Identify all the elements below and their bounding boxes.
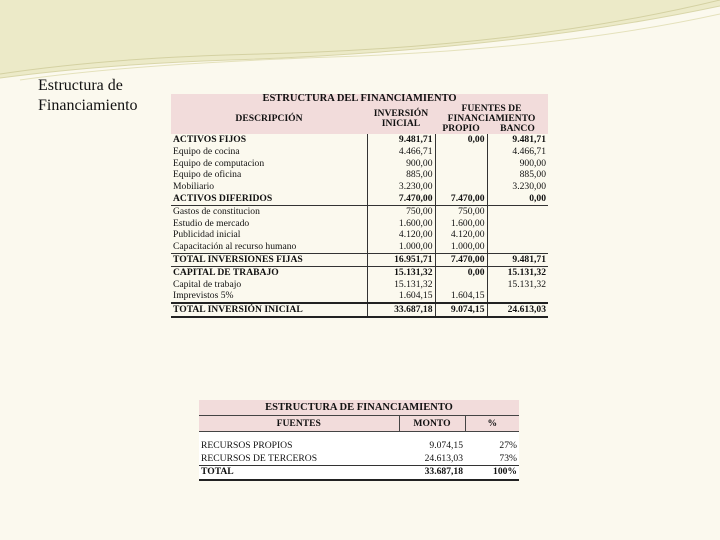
propio-cell: 7.470,00	[435, 193, 487, 205]
inversion-cell: 1.604,15	[367, 290, 435, 303]
column-header-banco: BANCO	[487, 124, 548, 134]
inversion-cell: 33.687,18	[367, 303, 435, 317]
table-row	[171, 229, 548, 241]
column-header-fuentes: FUENTES DE FINANCIAMIENTO	[435, 104, 548, 124]
banco-cell: 9.481,71	[487, 253, 548, 266]
banco-cell: 4.466,71	[487, 146, 548, 158]
table-row	[171, 181, 548, 193]
banco-cell	[487, 290, 548, 303]
row-label: Capital de trabajo	[173, 278, 242, 290]
inversion-cell: 15.131,32	[367, 266, 435, 278]
propio-cell: 0,00	[435, 134, 487, 146]
investment-structure-table	[171, 94, 548, 318]
row-label: Imprevistos 5%	[173, 290, 234, 302]
row-label: Mobiliario	[173, 181, 215, 193]
banco-cell	[487, 218, 548, 230]
table-row	[171, 134, 548, 146]
table-title: ESTRUCTURA DE FINANCIAMIENTO	[199, 400, 519, 416]
inversion-cell: 4.466,71	[367, 146, 435, 158]
propio-cell: 1.604,15	[435, 290, 487, 303]
table-row	[171, 241, 548, 253]
propio-cell: 750,00	[435, 205, 487, 217]
column-header-fuentes: FUENTES	[199, 416, 399, 432]
propio-cell: 1.600,00	[435, 218, 487, 230]
table-row	[171, 303, 548, 317]
pct-cell: 73%	[465, 453, 519, 466]
banco-cell: 24.613,03	[487, 303, 548, 317]
row-label: Equipo de computacion	[173, 157, 265, 169]
row-label: Gastos de constitucion	[171, 205, 367, 217]
column-header-monto: MONTO	[399, 416, 465, 432]
inversion-cell: 7.470,00	[367, 193, 435, 205]
table-row	[171, 146, 548, 158]
table-row	[171, 266, 548, 278]
table-row	[171, 158, 548, 170]
propio-cell	[435, 146, 487, 158]
propio-cell: 4.120,00	[435, 229, 487, 241]
monto-cell: 24.613,03	[399, 453, 465, 466]
column-header-inversion: INVERSIÓN INICIAL	[367, 104, 435, 134]
row-label: Equipo de oficina	[173, 169, 242, 181]
propio-cell	[435, 169, 487, 181]
column-header-propio: PROPIO	[435, 124, 487, 134]
banco-cell	[487, 205, 548, 217]
table-row	[199, 440, 519, 453]
row-label: Capacitación al recurso humano	[173, 241, 297, 253]
propio-cell	[435, 279, 487, 291]
table-title: ESTRUCTURA DEL FINANCIAMIENTO	[171, 94, 548, 104]
row-label: Publicidad inicial	[173, 229, 241, 241]
propio-cell	[435, 158, 487, 170]
inversion-cell: 16.951,71	[367, 253, 435, 266]
inversion-cell: 900,00	[367, 158, 435, 170]
slide-title: Estructura de Financiamiento	[38, 77, 138, 114]
row-label: ACTIVOS FIJOS	[173, 134, 247, 145]
banco-cell	[487, 241, 548, 253]
propio-cell: 7.470,00	[435, 253, 487, 266]
propio-cell: 1.000,00	[435, 241, 487, 253]
table-row	[171, 253, 548, 266]
row-label: TOTAL INVERSIONES FIJAS	[171, 253, 367, 266]
inversion-cell: 750,00	[367, 205, 435, 217]
inversion-cell: 4.120,00	[367, 229, 435, 241]
pct-cell: 27%	[465, 440, 519, 453]
table-row	[171, 290, 548, 303]
inversion-cell: 9.481,71	[367, 134, 435, 146]
propio-cell: 0,00	[435, 266, 487, 278]
column-header-descripcion: DESCRIPCIÓN	[171, 104, 367, 134]
banco-cell: 885,00	[487, 169, 548, 181]
total-pct: 100%	[465, 466, 519, 480]
total-row	[199, 466, 519, 480]
inversion-cell: 1.000,00	[367, 241, 435, 253]
row-label: ACTIVOS DIFERIDOS	[173, 192, 273, 204]
total-label: TOTAL	[199, 466, 399, 480]
row-label: CAPITAL DE TRABAJO	[173, 266, 279, 278]
inversion-cell: 3.230,00	[367, 181, 435, 193]
banco-cell: 15.131,32	[487, 279, 548, 291]
row-label: Estudio de mercado	[173, 217, 250, 229]
propio-cell	[435, 181, 487, 193]
table-row	[171, 193, 548, 205]
banco-cell: 15.131,32	[487, 266, 548, 278]
banco-cell: 900,00	[487, 158, 548, 170]
propio-cell: 9.074,15	[435, 303, 487, 317]
table-row	[199, 453, 519, 466]
inversion-cell: 885,00	[367, 169, 435, 181]
banco-cell: 3.230,00	[487, 181, 548, 193]
banco-cell: 0,00	[487, 193, 548, 205]
table-body	[171, 134, 548, 317]
banco-cell: 9.481,71	[487, 134, 548, 146]
table-body	[199, 440, 519, 480]
row-label: TOTAL INVERSIÓN INICIAL	[171, 303, 367, 317]
total-monto: 33.687,18	[399, 466, 465, 480]
financing-sources-table	[199, 400, 519, 481]
column-header-pct: %	[465, 416, 519, 432]
table-row	[171, 279, 548, 291]
inversion-cell: 1.600,00	[367, 218, 435, 230]
inversion-cell: 15.131,32	[367, 279, 435, 291]
source-label: RECURSOS DE TERCEROS	[199, 453, 399, 466]
source-label: RECURSOS PROPIOS	[199, 440, 399, 453]
table-row	[171, 169, 548, 181]
table-row	[171, 218, 548, 230]
monto-cell: 9.074,15	[399, 440, 465, 453]
banco-cell	[487, 229, 548, 241]
row-label: Equipo de cocina	[173, 145, 240, 157]
table-row	[171, 205, 548, 217]
